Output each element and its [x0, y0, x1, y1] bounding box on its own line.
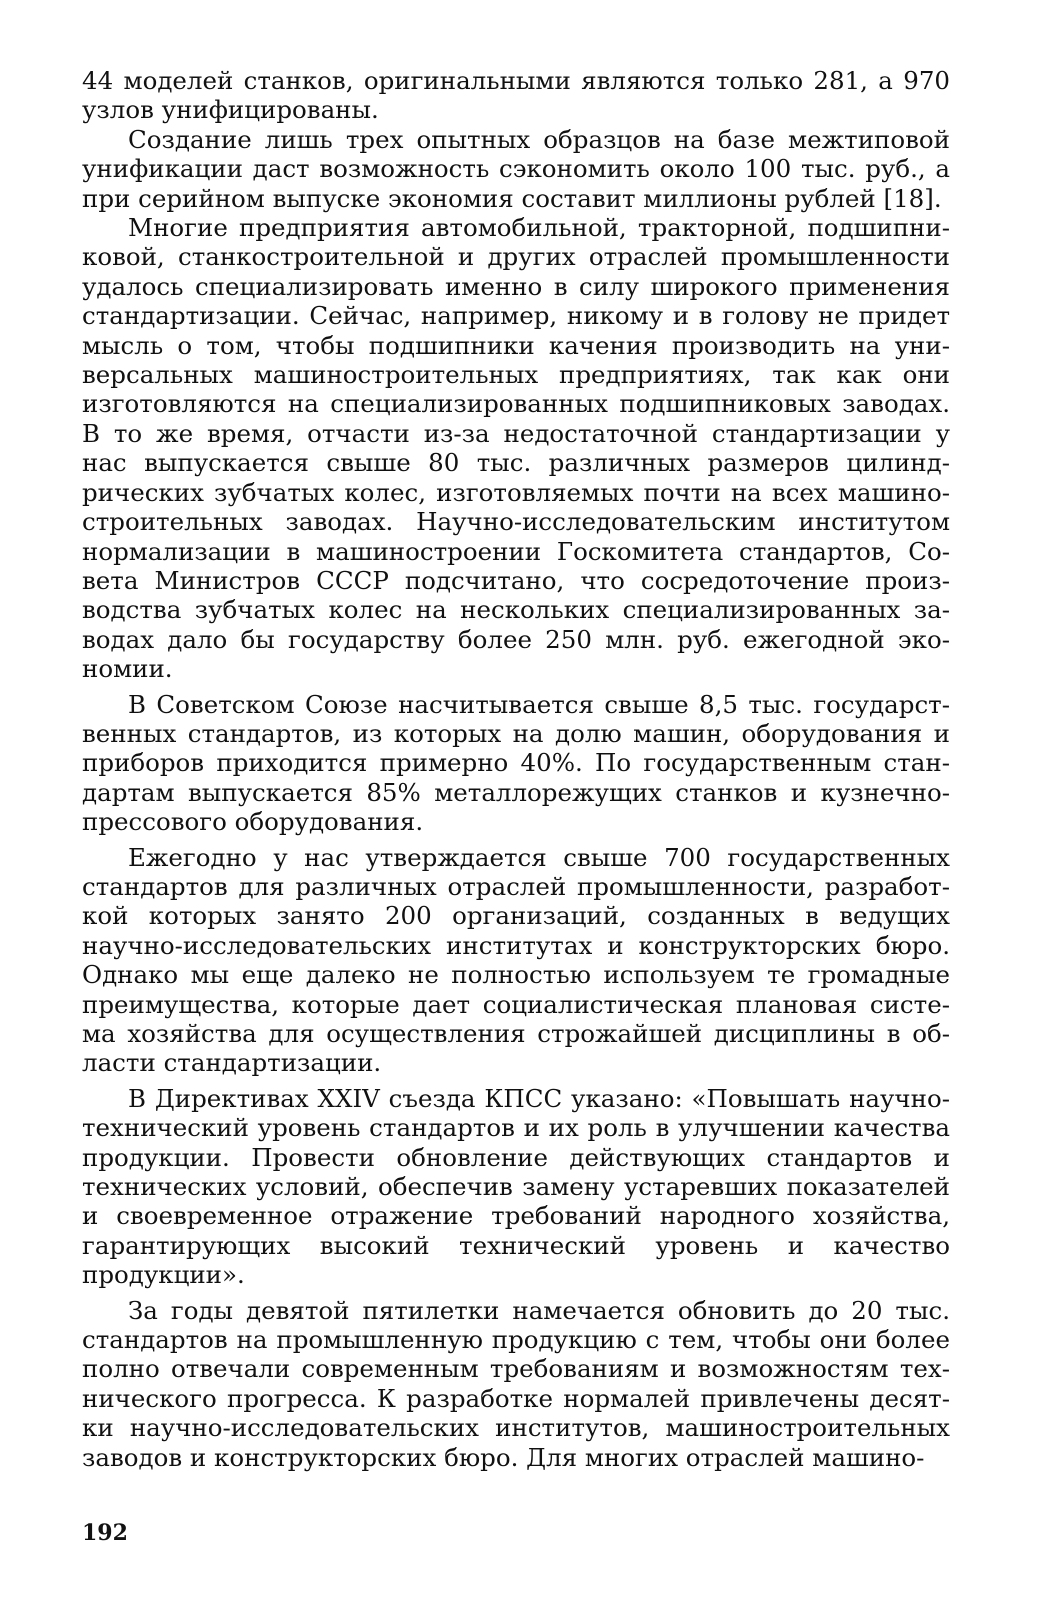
paragraph-6: В Директивах XXIV съезда КПСС указано: «Повышать научно-технический уровень стандартов и их роль в улучшении качества продукции. Провести обновление действующих стандартов и технических условий, обеспечив замену устаревших показателей и своевременное отражение требований народного хозяйства, гарантирующих высокий технический уровень и качество продукции».: [82, 1083, 950, 1290]
paragraph-5: Ежегодно у нас утверждается свыше 700 государственных стандартов для различных отраслей промышленности, разработкой которых занято 200 организаций, созданных в ведущих научно-исследовательских институтах и конструкторских бюро. Однако мы еще далеко не полностью используем те громадные преимущества, которые дает социалистическая плановая система хозяйства для осуществления строжайшей дисциплины в области стандартизации.: [82, 842, 950, 1078]
paragraph-2: Создание лишь трех опытных образцов на базе межтиповой унификации даст возможность сэкономить около 100 тыс. руб., а при серийном выпуске экономия составит миллионы рублей [18].: [82, 124, 950, 213]
page-number: 192: [82, 1520, 128, 1546]
paragraph-1: 44 моделей станков, оригинальными являются только 281, а 970 узлов унифицированы.: [82, 66, 950, 125]
paragraph-7: За годы девятой пятилетки намечается обновить до 20 тыс. стандартов на промышленную продукцию с тем, чтобы они более полно отвечали современным требованиям и возможностям технического прогресса. К разработке нормалей привлечены десятки научно-исследовательских институтов, машиностроительных заводов и конструкторских бюро. Для многих отраслей машино-: [82, 1295, 950, 1472]
paragraph-4: В Советском Союзе насчитывается свыше 8,5 тыс. государственных стандартов, из которых на долю машин, оборудования и приборов приходится примерно 40%. По государственным стандартам выпускается 85% металлорежущих станков и кузнечно-прессового оборудования.: [82, 689, 950, 837]
page-body: [82, 66, 950, 1472]
paragraph-3: Многие предприятия автомобильной, тракторной, подшипниковой, станкостроительной и других отраслей промышленности удалось специализировать именно в силу широкого применения стандартизации. Сейчас, например, никому и в голову не придет мысль о том, чтобы подшипники качения производить на универсальных машиностроительных предприятиях, так как они изготовляются на специализированных подшипниковых заводах. В то же время, отчасти из-за недостаточной стандартизации у нас выпускается свыше 80 тыс. различных размеров цилиндрических зубчатых колес, изготовляемых почти на всех машиностроительных заводах. Научно-исследовательским институтом нормализации в машиностроении Госкомитета стандартов, Совета Министров СССР подсчитано, что сосредоточение производства зубчатых колес на нескольких специализированных заводах дало бы государству более 250 млн. руб. ежегодной экономии.: [82, 213, 950, 684]
